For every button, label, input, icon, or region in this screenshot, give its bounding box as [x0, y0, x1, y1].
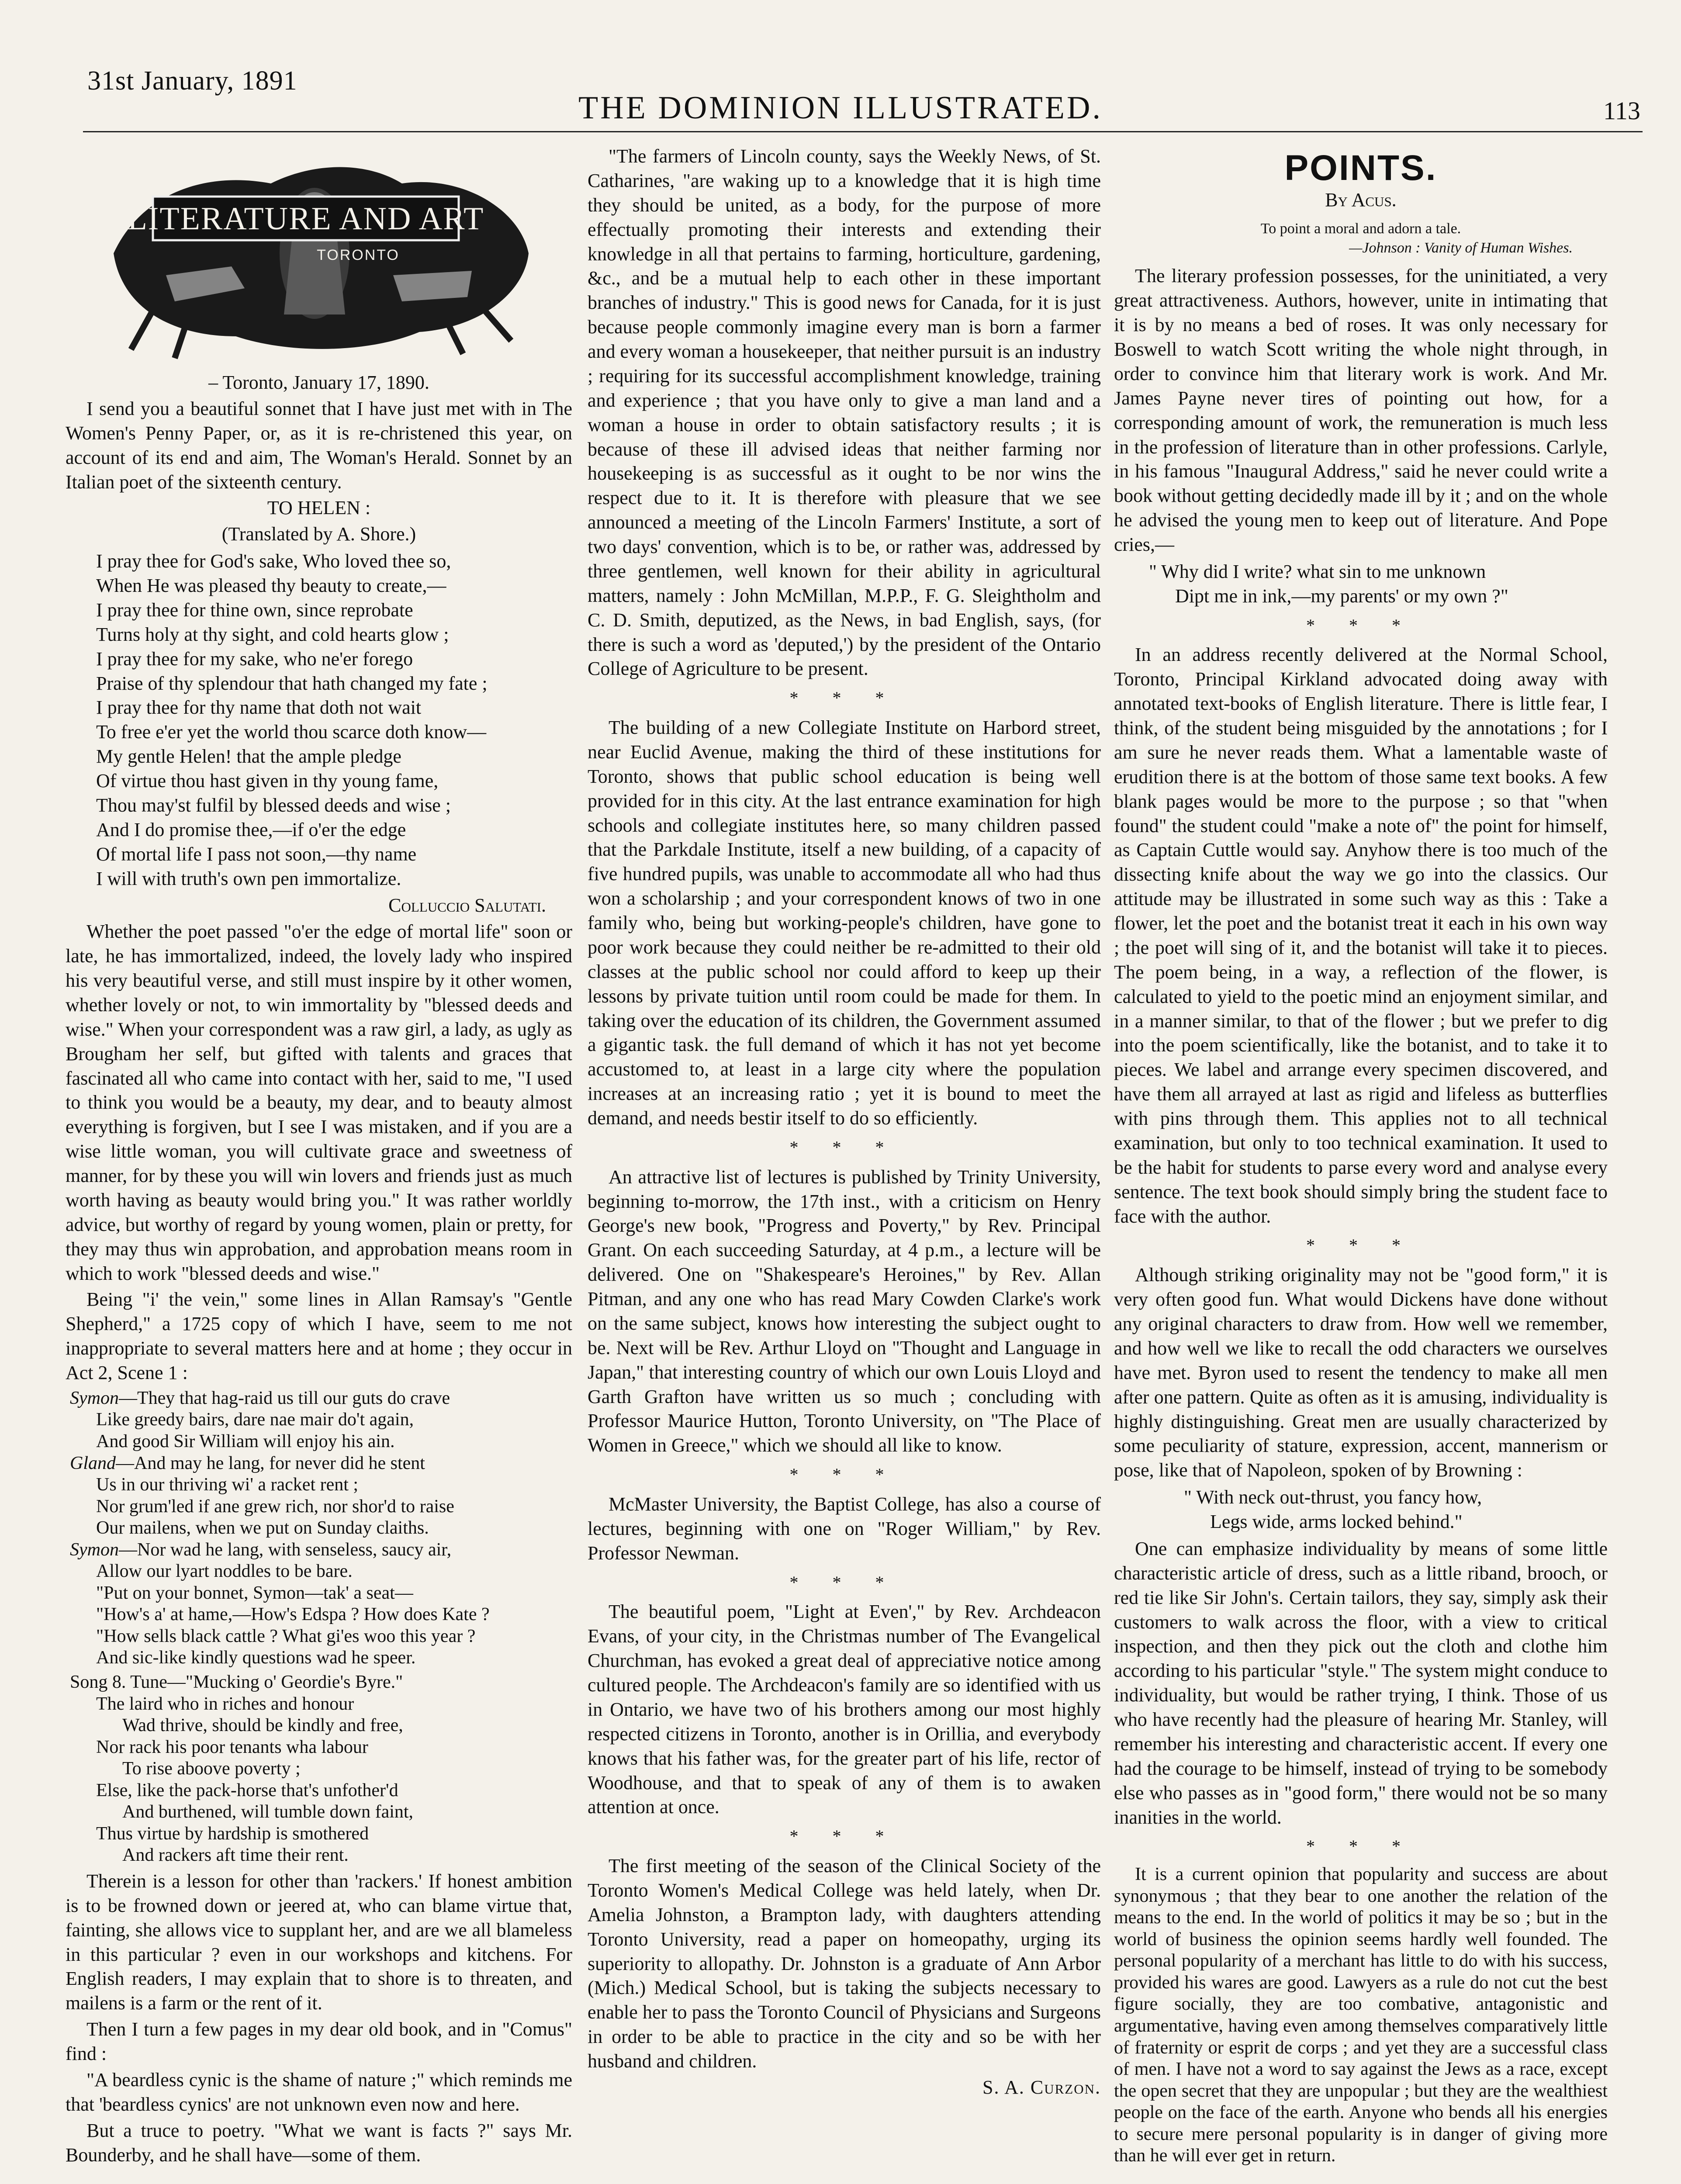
- intro-paragraph: I send you a beautiful sonnet that I have just met with in The Women's Penny Paper, or, as it is re-christened this year, on account of its end and aim, The Woman's Herald. Sonnet by an Italian poet of the sixteenth century.: [66, 397, 572, 493]
- section-separator: * * *: [1306, 1836, 1415, 1856]
- column-points: [1114, 144, 1608, 2169]
- verse-line: "How sells black cattle ? What gi'es woo this year ?: [96, 1626, 476, 1646]
- section-separator: * * *: [789, 688, 899, 708]
- verse-line: —Nor wad he lang, with senseless, saucy air,: [118, 1539, 452, 1560]
- poem-line: I pray thee for thine own, since reprobate: [96, 599, 413, 621]
- poem-title: TO HELEN :: [267, 497, 371, 519]
- column-correspondence: [588, 144, 1101, 2100]
- header-rule: [83, 131, 1643, 132]
- verse-line: Thus virtue by hardship is smothered: [96, 1823, 369, 1844]
- paragraph: Therein is a lesson for other than 'rackers.' If honest ambition is to be frowned down or jeered at, who can blame virtue that, fainting, she allows vice to supplant her, and are we all blameless in this particular ? even in our workshops and kitchens. For English readers, I may explain that to shore is to threaten, and mailens is a farm or the rent of it.: [66, 1870, 572, 2014]
- verse-line: —They that hag-raid us till our guts do crave: [118, 1388, 450, 1408]
- poem-line: Of virtue thou hast given in thy young fame,: [96, 770, 439, 791]
- paragraph: In an address recently delivered at the Normal School, Toronto, Principal Kirkland advocated doing away with annotated text-books of English literature. There is little fear, I think, of the student being misguided by the annotations ; for I am sure he never reads them. What a lamentable waste of erudition there is at the bottom of those same text books. A few blank pages would be more to the purpose ; so that "when found" the student could "make a note of" the point for himself, as Captain Cuttle would say. Anyhow there is too much of the dissecting knife about the way we go into the classics. Our attitude may be illustrated in some such way as this : Take a flower, let the poet and the botanist treat it each in his own way ; the poet will sing of it, and the botanist will take it to pieces. The poem being, in a way, a reflection of the flower, is calculated to yield to the poetic mind an enjoyment similar, and in a manner similar, to that of the flower ; but we prefer to dig into the poem scientifically, like the botanist, and to take it to pieces. We label and arrange every specimen discovered, and have them all arrayed at last as rigid and lifeless as butterflies with pins through them. This applies not to all technical examination, but only to too technical examination. It used to be the habit for students to parse every word and analyse every sentence. The text book should simply bring the student face to face with the author.: [1114, 644, 1608, 1227]
- verse-line: And rackers aft time their rent.: [122, 1845, 349, 1866]
- verse-line: —And may he lang, for never did he stent: [116, 1453, 425, 1473]
- quotation: [1149, 560, 1608, 608]
- paragraph: But a truce to poetry. "What we want is facts ?" says Mr. Bounderby, and he shall have—some of them.: [66, 2119, 572, 2166]
- quotation: [1184, 1485, 1608, 1534]
- column-literature-and-art: [66, 144, 572, 2169]
- poem-line: I pray thee for my sake, who ne'er forego: [96, 648, 413, 670]
- paragraph: The first meeting of the season of the Clinical Society of the Toronto Women's Medical College was held lately, when Dr. Amelia Johnston, a Brampton lady, with daughters attending Toronto University, read a paper on homeopathy, urging its superiority to allopathy. Dr. Johnston is a graduate of Ann Arbor (Mich.) Medical School, but is taking the subjects necessary to enable her to pass the Toronto Council of Physicians and Surgeons in order to be able to practice in the city and so be with her husband and children.: [588, 1855, 1101, 2072]
- speaker: Gland: [70, 1453, 116, 1473]
- poem-line: Praise of thy splendour that hath changed my fate ;: [96, 672, 488, 694]
- paragraph: An attractive list of lectures is published by Trinity University, beginning to-morrow, the 17th inst., with a criticism on Henry George's new book, "Progress and Poverty," by Rev. Principal Grant. On each succeeding Saturday, at 4 p.m., a lecture will be delivered. One on "Shakespeare's Heroines," by Rev. Allan Pitman, and any one who has read Mary Cowden Clarke's work on the same subject, knows how interesting the subject ought to be. Next will be Rev. Arthur Lloyd on "Thought and Language in Japan," that interesting country of which our own Louis Lloyd and Garth Grafton have written us so much ; concluding with Professor Maurice Hutton, Toronto University, on "The Place of Women in Greece," which we should all like to know.: [588, 1166, 1101, 1456]
- section-separator: * * *: [789, 1826, 899, 1846]
- verse-line: Dipt me in ink,—my parents' or my own ?": [1175, 585, 1508, 607]
- literature-and-art-banner: [87, 144, 550, 363]
- banner-title: LITERATURE AND ART: [127, 201, 484, 237]
- verse-line: "Put on your bonnet, Symon—tak' a seat—: [96, 1583, 413, 1603]
- verse-line: And good Sir William will enjoy his ain.: [96, 1431, 395, 1451]
- paragraph: Then I turn a few pages in my dear old book, and in "Comus" find :: [66, 2018, 572, 2065]
- poem-translator: (Translated by A. Shore.): [221, 523, 416, 545]
- section-separator: * * *: [789, 1572, 899, 1592]
- verse-line: Wad thrive, should be kindly and free,: [122, 1715, 403, 1736]
- poem-line: I pray thee for thy name that doth not wait: [96, 697, 422, 719]
- speaker: Symon: [70, 1539, 119, 1560]
- poem-line: My gentle Helen! that the ample pledge: [96, 746, 401, 767]
- verse-line: " With neck out-thrust, you fancy how,: [1184, 1486, 1482, 1508]
- verse-line: And burthened, will tumble down faint,: [122, 1802, 414, 1822]
- scene-excerpt: [70, 1388, 572, 1669]
- paragraph: The building of a new Collegiate Institute on Harbord street, near Euclid Avenue, making the third of these institutions for Toronto, shows that public school education is being well provided for in this city. At the last entrance examination for high schools and collegiate institutes here, so many children passed that the Parkdale Institute, itself a new building, of a capacity of five hundred pupils, was unable to accommodate all who had thus won a scholarship ; and your correspondent knows of two in one family who, being but working-people's children, have gone to poor work because they could neither be re-admitted to their old classes at the public school nor could afford to keep up their lessons by private tuition until room could be made for them. In taking over the education of its children, the Government assumed a gigantic task. the full demand of which it has not yet become accustomed to, at least in a large city where the population increases at an increasing ratio ; yet it is bound to meet the demand, and needs bestir itself to do so efficiently.: [588, 717, 1101, 1129]
- epigraph-source: —Johnson : Vanity of Human Wishes.: [1349, 240, 1573, 256]
- song-heading: Song 8. Tune—"Mucking o' Geordie's Byre.": [70, 1672, 403, 1692]
- paragraph: McMaster University, the Baptist College, has also a course of lectures, beginning with one on "Roger William," by Rev. Professor Newman.: [588, 1493, 1101, 1564]
- verse-line: To rise aboove poverty ;: [122, 1759, 301, 1779]
- page-number: 113: [1603, 97, 1640, 125]
- verse-line: "How's a' at hame,—How's Edspa ? How does Kate ?: [96, 1604, 490, 1625]
- section-title: POINTS.: [1284, 148, 1437, 188]
- epigraph: To point a moral and adorn a tale.: [1260, 221, 1461, 237]
- paragraph: The literary profession possesses, for the uninitiated, a very great attractiveness. Authors, however, unite in intimating that it is by no means a bed of roses. It was only necessary for Boswell to watch Scott writing the whole night through, in order to convince him that literary work is work. And Mr. James Payne never tires of pointing out how, for a corresponding amount of work, the remuneration is much less in the profession of literature than in other professions. Carlyle, in his famous "Inaugural Address," said he never could write a book without getting decidedly made ill by it ; and on the whole he advised the young men to keep out of literature. And Pope cries,—: [1114, 265, 1608, 556]
- song-excerpt: [70, 1672, 572, 1866]
- verse-line: " Why did I write? what sin to me unknown: [1149, 560, 1486, 582]
- poem-line: I pray thee for God's sake, Who loved thee so,: [96, 550, 451, 572]
- section-separator: * * *: [1306, 615, 1415, 635]
- poem-author: Colluccio Salutati.: [388, 895, 546, 916]
- poem-line: To free e'er yet the world thou scarce doth know—: [96, 721, 487, 743]
- section-separator: * * *: [789, 1137, 899, 1157]
- banner-city: TORONTO: [317, 247, 400, 263]
- poem-line: When He was pleased thy beauty to create,—: [96, 575, 446, 596]
- masthead-title: THE DOMINION ILLUSTRATED.: [578, 90, 1103, 126]
- verse-line: Our mailens, when we put on Sunday claiths.: [96, 1518, 429, 1538]
- verse-line: Nor grum'led if ane grew rich, nor shor'd to raise: [96, 1496, 454, 1517]
- verse-line: Nor rack his poor tenants wha labour: [96, 1737, 368, 1757]
- verse-line: The laird who in riches and honour: [96, 1693, 354, 1714]
- byline: By Acus.: [1325, 189, 1397, 211]
- paragraph: It is a current opinion that popularity and success are about synonymous ; that they bear to one another the relation of the means to the end. In the world of politics it may be so ; but in the world of business the opinion seems hardly well founded. The personal popularity of a merchant has little to do with his success, provided his wares are good. Lawyers as a rule do not cut the best figure socially, they are too combative, antagonistic and argumentative, having even among themselves comparatively little of fraternity or esprit de corps ; and yet they are a successful class of men. I have not a word to say against the Jews as a race, except the open secret that they are unpopular ; but they are the wealthiest people on the face of the earth. Anyone who bends all his energies to secure mere personal popularity is in danger of giving more than he will ever get in return.: [1114, 1864, 1608, 2166]
- speaker: Symon: [70, 1388, 119, 1408]
- paragraph: One can emphasize individuality by means of some little characteristic article of dress, such as a little riband, brooch, or red tie like Sir John's. Certain tailors, they say, simply ask their customers to walk across the floor, with a view to critical inspection, and then they pick out the cloth and clothe him according to his particular "style." The system might conduce to individuality, but would be rather trying, I think. Those of us who have recently had the pleasure of hearing Mr. Stanley, will remember his interesting and characteristic accent. If every one had the courage to be himself, instead of trying to be somebody else who passes as in "good form," there would not be so many inanities in the world.: [1114, 1538, 1608, 1828]
- paragraph: The beautiful poem, "Light at Even'," by Rev. Archdeacon Evans, of your city, in the Christmas number of The Evangelical Churchman, has evoked a great deal of appreciative notice among cultured people. The Archdeacon's family are so identified with us in Ontario, we have two of his brothers among our most highly respected citizens in Toronto, another is in Orillia, and everybody knows that his father was, for the greater part of his life, rector of Woodhouse, and that to speak of any of them is to awaken attention at once.: [588, 1601, 1101, 1818]
- dateline: – Toronto, January 17, 1890.: [208, 372, 429, 393]
- section-separator: * * *: [1306, 1235, 1415, 1255]
- paragraph: Being "i' the vein," some lines in Allan Ramsay's "Gentle Shepherd," a 1725 copy of which I have, seem to me not inappropriate to several matters here and at home ; they occur in Act 2, Scene 1 :: [66, 1289, 572, 1383]
- verse-line: Like greedy bairs, dare nae mair do't again,: [96, 1410, 414, 1430]
- poem-line: Thou may'st fulfil by blessed deeds and wise ;: [96, 794, 451, 816]
- verse-line: Else, like the pack-horse that's unfother'd: [96, 1780, 398, 1800]
- paragraph: "A beardless cynic is the shame of nature ;" which reminds me that 'beardless cynics' are not unknown even now and here.: [66, 2069, 572, 2115]
- verse-line: Us in our thriving wi' a racket rent ;: [96, 1475, 359, 1495]
- poem-line: Turns holy at thy sight, and cold hearts glow ;: [96, 623, 449, 645]
- section-separator: * * *: [789, 1465, 899, 1485]
- poem-line: Of mortal life I pass not soon,—thy name: [96, 843, 417, 865]
- sonnet: [96, 549, 572, 891]
- paragraph: Whether the poet passed "o'er the edge of mortal life" soon or late, he has immortalized, indeed, the lovely lady who inspired his very beautiful verse, and still must inspire by it other women, whether lovely or not, to win immortality by "blessed deeds and wise." When your correspondent was a raw girl, a lady, as ugly as Brougham her self, but gifted with talents and graces that fascinated all who came into contact with her, said to me, "I used to think you would be a beauty, my dear, and to beauty almost everything is forgiven, but I see I was mistaken, and if you are a wise little woman, you will cultivate grace and sweetness of manner, for by these you will win lovers and friends just as much worth having as beauty would bring you." It was rather worldly advice, but worthy of regard by young women, plain or pretty, for they may thus win approbation, and approbation means room in which to work "blessed deeds and wise.": [66, 921, 572, 1284]
- banner-engraving-icon: [87, 144, 550, 363]
- verse-line: And sic-like kindly questions wad he speer.: [96, 1648, 416, 1668]
- verse-line: Allow our lyart noddles to be bare.: [96, 1561, 353, 1582]
- verse-line: Legs wide, arms locked behind.": [1210, 1511, 1463, 1533]
- header-date: 31st January, 1891: [87, 66, 297, 96]
- author-signature: S. A. Curzon.: [982, 2076, 1101, 2098]
- paragraph: Although striking originality may not be "good form," it is very often good fun. What would Dickens have done without any original characters to draw from. How well we remember, and how well we like to recall the odd characters we ourselves have met. Byron used to resent the tendency to make all men after one pattern. Quite as often as it is amusing, individuality is highly distinguishing. Great men are usually characterized by some peculiarity of stature, expression, accent, mannerism or pose, like that of Napoleon, spoken of by Browning :: [1114, 1264, 1608, 1481]
- poem-line: And I do promise thee,—if o'er the edge: [96, 819, 406, 840]
- poem-line: I will with truth's own pen immortalize.: [96, 867, 401, 889]
- paragraph: "The farmers of Lincoln county, says the Weekly News, of St. Catharines, "are waking up to a knowledge that it is high time they should be united, as a body, for the purpose of more effectually promoting their interests and extending their knowledge in all that pertains to farming, horticulture, gardening, &c., and be a mutual help to each other in these important branches of industry." This is good news for Canada, for it is just because people commonly imagine every man is born a farmer and every woman a housekeeper, that neither pursuit is an industry ; requiring for its successful accomplishment knowledge, training and experience ; that you have only to give a man land and a woman a house in order to obtain satisfactory results ; it is because of these ill advised ideas that neither farming nor housekeeping is as successful as it ought to be nor wins the respect due to it. It is therefore with pleasure that we see announced a meeting of the Lincoln Farmers' Institute, a sort of two days' convention, which is to be, or rather was, addressed by three gentlemen, well known for their ability in agricultural matters, namely : John McMillan, M.P.P., F. G. Sleightholm and C. D. Smith, deputized, as the News, in bad English, says, (for there is such a word as 'deputed,') by the president of the Ontario College of Agriculture to be present.: [588, 145, 1101, 680]
